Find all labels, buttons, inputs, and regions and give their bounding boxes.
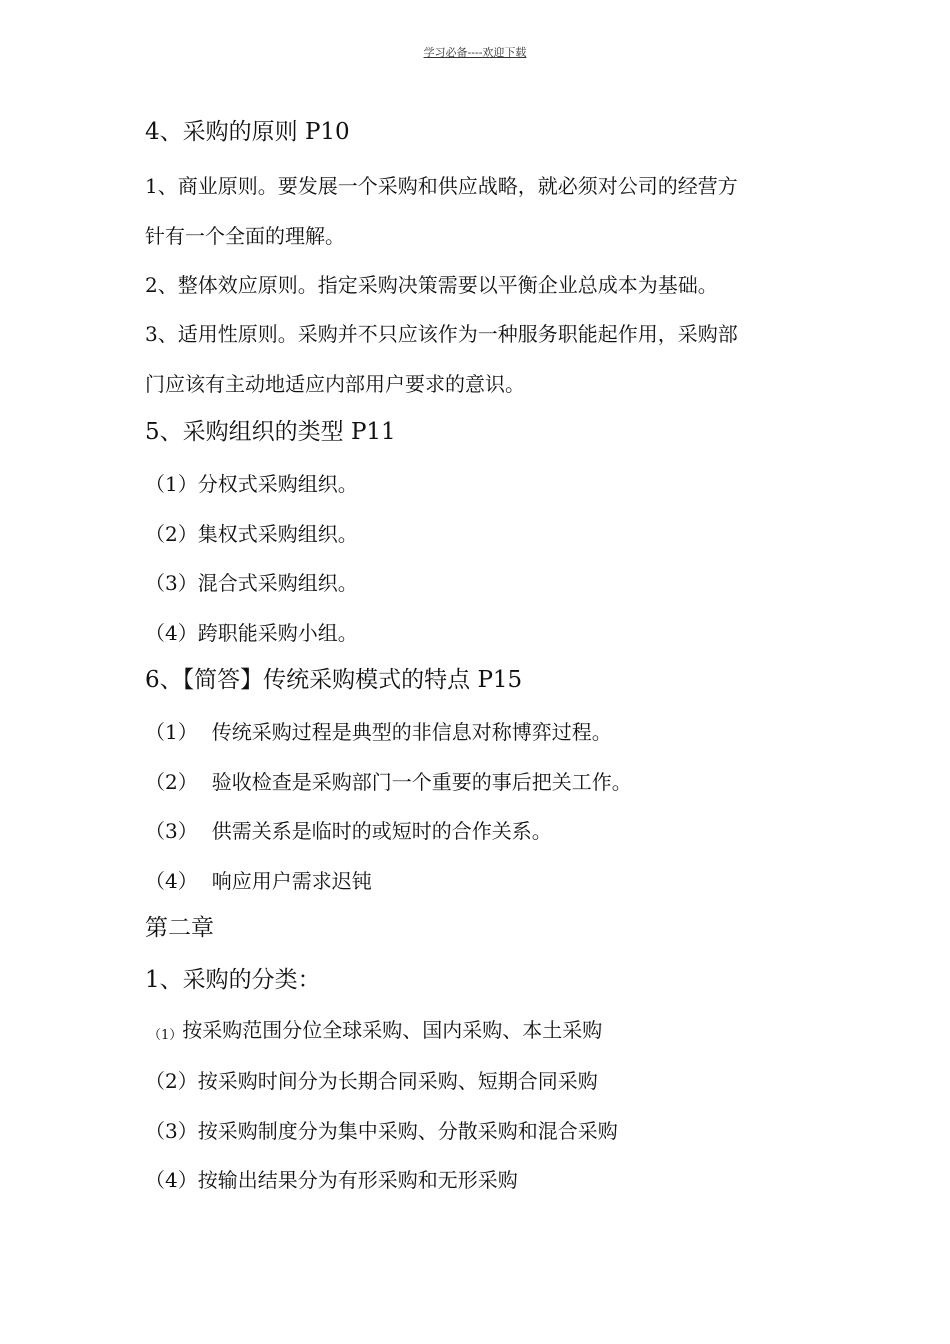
list-item-text: 验收检查是采购部门一个重要的事后把关工作。 [211, 770, 632, 794]
list-item-text: 按采购范围分位全球采购、国内采购、本土采购 [182, 1018, 603, 1042]
list-item-text: 供需关系是临时的或短时的合作关系。 [211, 819, 552, 843]
list-item [145, 772, 632, 792]
list-item: （1）分权式采购组织。 [145, 472, 358, 496]
list-item-number: （1） [148, 1028, 183, 1043]
paragraph-2: 2、整体效应原则。指定采购决策需要以平衡企业总成本为基础。 [145, 273, 718, 297]
paragraph-3-line-1: 3、适用性原则。采购并不只应该作为一种服务职能起作用，采购部 [145, 322, 738, 346]
list-item-number: （2） [145, 770, 198, 794]
list-item-text: 响应用户需求迟钝 [211, 869, 372, 893]
paragraph-3-line-2: 门应该有主动地适应内部用户要求的意识。 [145, 372, 525, 396]
list-item: （3）混合式采购组织。 [145, 571, 358, 595]
list-item [145, 821, 552, 841]
section-heading-classification: 1、采购的分类： [145, 967, 321, 993]
list-item [148, 1020, 602, 1042]
list-item-text: 传统采购过程是典型的非信息对称博弈过程。 [211, 720, 612, 744]
list-item [145, 871, 372, 891]
list-item-number: （4） [145, 869, 198, 893]
paragraph-1-line-1: 1、商业原则。要发展一个采购和供应战略，就必须对公司的经营方 [145, 174, 738, 198]
list-item [145, 722, 612, 742]
page-header: 学习必备----欢迎下载 [423, 46, 527, 59]
list-item: （4）按输出结果分为有形采购和无形采购 [145, 1168, 518, 1192]
list-item: （2）按采购时间分为长期合同采购、短期合同采购 [145, 1069, 598, 1093]
section-heading-6: 6、【简答】传统采购模式的特点 P15 [145, 667, 523, 693]
paragraph-1-line-2: 针有一个全面的理解。 [145, 224, 345, 248]
list-item: （2）集权式采购组织。 [145, 522, 358, 546]
chapter-title: 第二章 [145, 915, 214, 941]
list-item: （4）跨职能采购小组。 [145, 621, 358, 645]
section-heading-5: 5、采购组织的类型 P11 [145, 419, 396, 445]
section-heading-4: 4、采购的原则 P10 [145, 119, 350, 145]
list-item-number: （1） [145, 720, 198, 744]
list-item: （3）按采购制度分为集中采购、分散采购和混合采购 [145, 1119, 618, 1143]
list-item-number: （3） [145, 819, 198, 843]
